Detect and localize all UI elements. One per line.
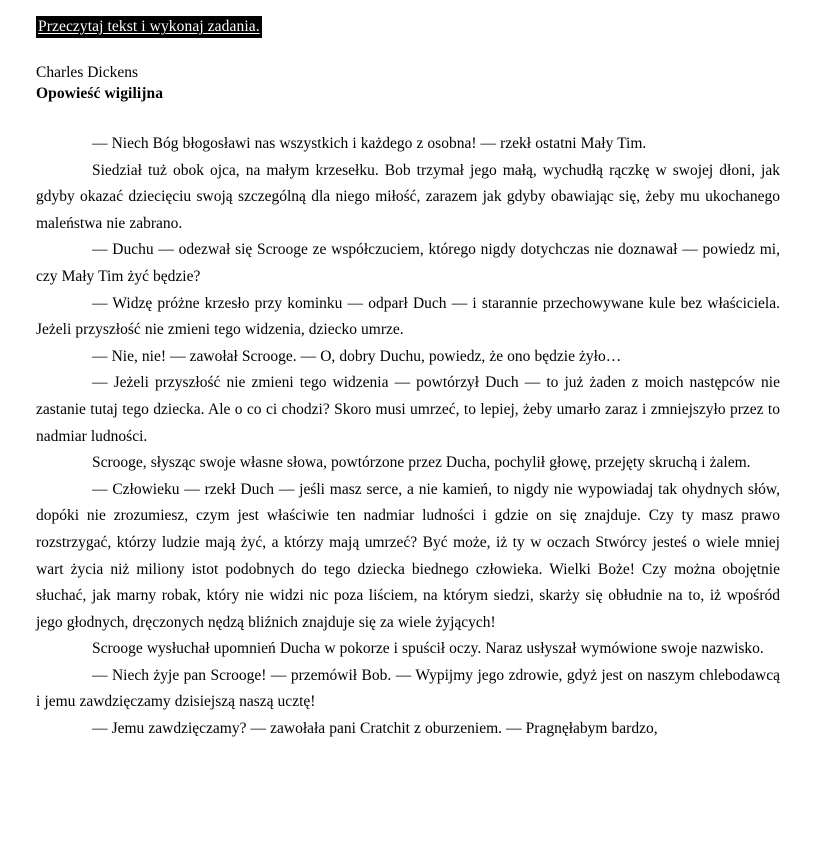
book-title: Opowieść wigilijna: [36, 85, 164, 102]
paragraph: Siedział tuż obok ojca, na małym krzesełku. Bob trzymał jego małą, wychudłą rączkę w swojej dłoni, jak gdyby okazać dziecięciu swoją szczególną dla niego miłość, zarazem jak gdyby obawiając się, żeby mu ukochanego maleństwa nie zabrano.: [36, 161, 780, 232]
paragraph: — Jeżeli przyszłość nie zmieni tego widzenia — powtórzył Duch — to już żaden z moich następców nie zastanie tutaj tego dziecka. Ale o co ci chodzi? Skoro musi umrzeć, to lepiej, żeby umarło zaraz i zmniejszyło przez to nadmiar ludności.: [36, 374, 780, 445]
byline-block: [36, 62, 780, 104]
paragraph: — Nie, nie! — zawołał Scrooge. — O, dobry Duchu, powiedz, że ono będzie żyło…: [92, 347, 622, 365]
paragraph: — Jemu zawdzięczamy? — zawołała pani Cratchit z oburzeniem. — Pragnęłabym bardzo,: [92, 720, 658, 738]
paragraph: — Człowieku — rzekł Duch — jeśli masz serce, a nie kamień, to nigdy nie wypowiadaj tak ohydnych słów, dopóki nie zrozumiesz, czym jest właściwie ten nadmiar ludności i gdzie on się znajduje. Czy ty masz prawo rozstrzygać, którzy ludzie mają żyć, a którzy mają umrzeć? Być może, iż ty w oczach Stwórcy jesteś o wiele mniej wart życia niż miliony istot podobnych do tego dziecka biednego człowieka. Wielki Boże! Czy można obojętnie słuchać, jak marny robak, który nie widzi nic poza liściem, na którym siedzi, skarży się obłudnie na to, iż wpośród jego głodnych, dręczonych nędzą bliźnich znajduje się za wiele żyjących!: [36, 480, 780, 631]
paragraph: Scrooge wysłuchał upomnień Ducha w pokorze i spuścił oczy. Naraz usłyszał wymówione swoje nazwisko.: [92, 640, 764, 658]
paragraph: — Widzę próżne krzesło przy kominku — odparł Duch — i starannie przechowywane kule bez właściciela. Jeżeli przyszłość nie zmieni tego widzenia, dziecko umrze.: [36, 294, 780, 339]
paragraph: — Duchu — odezwał się Scrooge ze współczuciem, którego nigdy dotychczas nie doznawał — powiedz mi, czy Mały Tim żyć będzie?: [36, 241, 780, 285]
paragraph: — Niech Bóg błogosławi nas wszystkich i każdego z osobna! — rzekł ostatni Mały Tim.: [92, 135, 647, 152]
paragraph: Scrooge, słysząc swoje własne słowa, powtórzone przez Ducha, pochylił głowę, przejęty skruchą i żalem.: [92, 454, 751, 472]
instruction-text: Przeczytaj tekst i wykonaj zadania.: [36, 16, 262, 38]
body-text: [36, 131, 780, 743]
instruction-header: [36, 16, 780, 38]
paragraph: — Niech żyje pan Scrooge! — przemówił Bob. — Wypijmy jego zdrowie, gdyż jest on naszym chlebodawcą i jemu zawdzięczamy dzisiejszą naszą ucztę!: [36, 666, 780, 711]
author-name: Charles Dickens: [36, 64, 139, 81]
